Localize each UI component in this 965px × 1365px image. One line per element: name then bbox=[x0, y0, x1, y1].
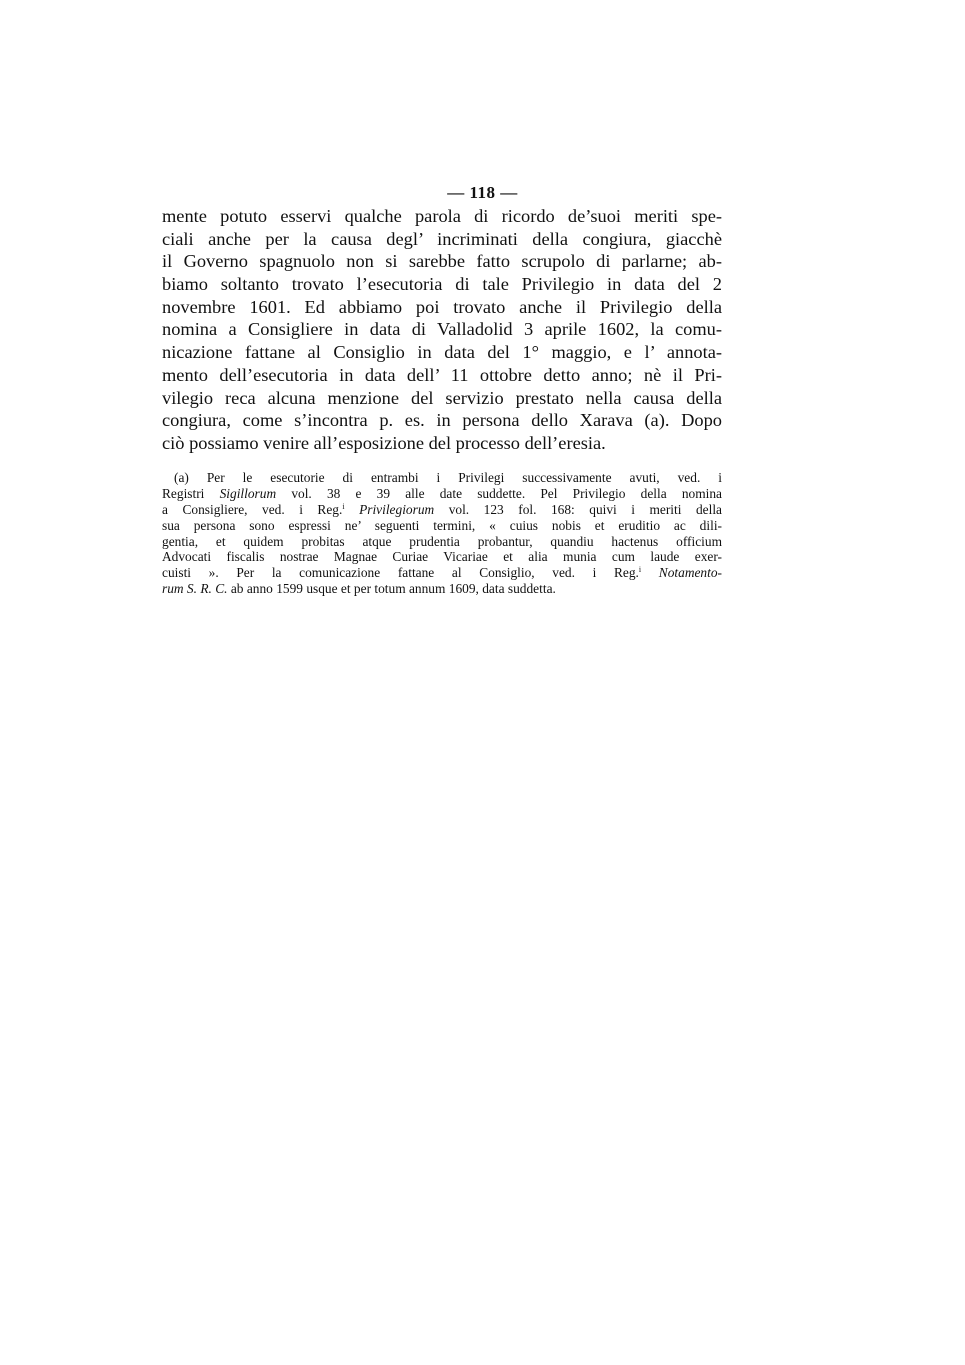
body-line: nicazione fattane al Consiglio in data del 1° maggio, e l’ annota- bbox=[162, 342, 722, 363]
footnote-superscript: i bbox=[342, 501, 345, 511]
body-line: novembre 1601. Ed abbiamo poi trovato anche il Privilegio della bbox=[162, 296, 722, 317]
footnote-line bbox=[162, 502, 722, 518]
footnote-italic-text: Notamento- bbox=[658, 565, 722, 581]
footnote-line: gentia, et quidem probitas atque prudentia probantur, quandiu hactenus officium bbox=[162, 533, 722, 549]
body-line: congiura, come s’incontra p. es. in persona dello Xarava (a). Dopo bbox=[162, 410, 722, 431]
footnote-text: vol. 38 e 39 alle date suddette. Pel Privilegio della nomina bbox=[276, 485, 722, 501]
footnote-text: cuisti ». Per la comunicazione fattane al Consiglio, ved. i Reg. bbox=[162, 565, 639, 581]
footnote-line bbox=[162, 486, 722, 502]
body-line: mente potuto esservi qualche parola di ricordo de’suoi meriti spe- bbox=[162, 206, 722, 226]
footnote-line: sua persona sono espressi ne’ seguenti termini, « cuius nobis et eruditio ac dili- bbox=[162, 517, 722, 533]
footnote-line: Advocati fiscalis nostrae Magnae Curiae Vicariae et alia munia cum laude exer- bbox=[162, 549, 722, 565]
page-number: — 118 — bbox=[447, 183, 518, 202]
body-line: mento dell’esecutoria in data dell’ 11 ottobre detto anno; nè il Pri- bbox=[162, 364, 722, 385]
body-line: il Governo spagnuolo non si sarebbe fatto scrupolo di parlarne; ab- bbox=[162, 251, 722, 272]
footnote-italic-text: Sigillorum bbox=[219, 485, 277, 501]
body-line: ciali anche per la causa degl’ incriminati della congiura, giacchè bbox=[162, 228, 722, 249]
footnote-text: a Consigliere, ved. i Reg. bbox=[162, 501, 343, 517]
footnote-text: Registri bbox=[162, 485, 220, 501]
footnote bbox=[162, 470, 722, 597]
footnote-line bbox=[162, 565, 722, 581]
footnote-italic-text: rum S. R. C. bbox=[162, 581, 228, 597]
footnote-text: ab anno 1599 usque et per totum annum 1609, data suddetta. bbox=[227, 581, 556, 597]
footnote-superscript: i bbox=[638, 565, 642, 575]
footnote-text: vol. 123 fol. 168: quivi i meriti della bbox=[434, 501, 722, 517]
body-line: nomina a Consigliere in data di Valladolid 3 aprile 1602, la comu- bbox=[162, 319, 722, 340]
footnote-line bbox=[162, 581, 722, 597]
footnote-line: (a) Per le esecutorie di entrambi i Privilegi successivamente avuti, ved. i bbox=[174, 470, 722, 485]
body-line: vilegio reca alcuna menzione del servizio prestato nella causa della bbox=[162, 387, 722, 408]
body-text bbox=[162, 205, 722, 455]
body-line: biamo soltanto trovato l’esecutoria di tale Privilegio in data del 2 bbox=[162, 274, 722, 295]
footnote-italic-text: Privilegiorum bbox=[359, 501, 435, 517]
body-line: ciò possiamo venire all’esposizione del processo dell’eresia. bbox=[162, 432, 606, 453]
